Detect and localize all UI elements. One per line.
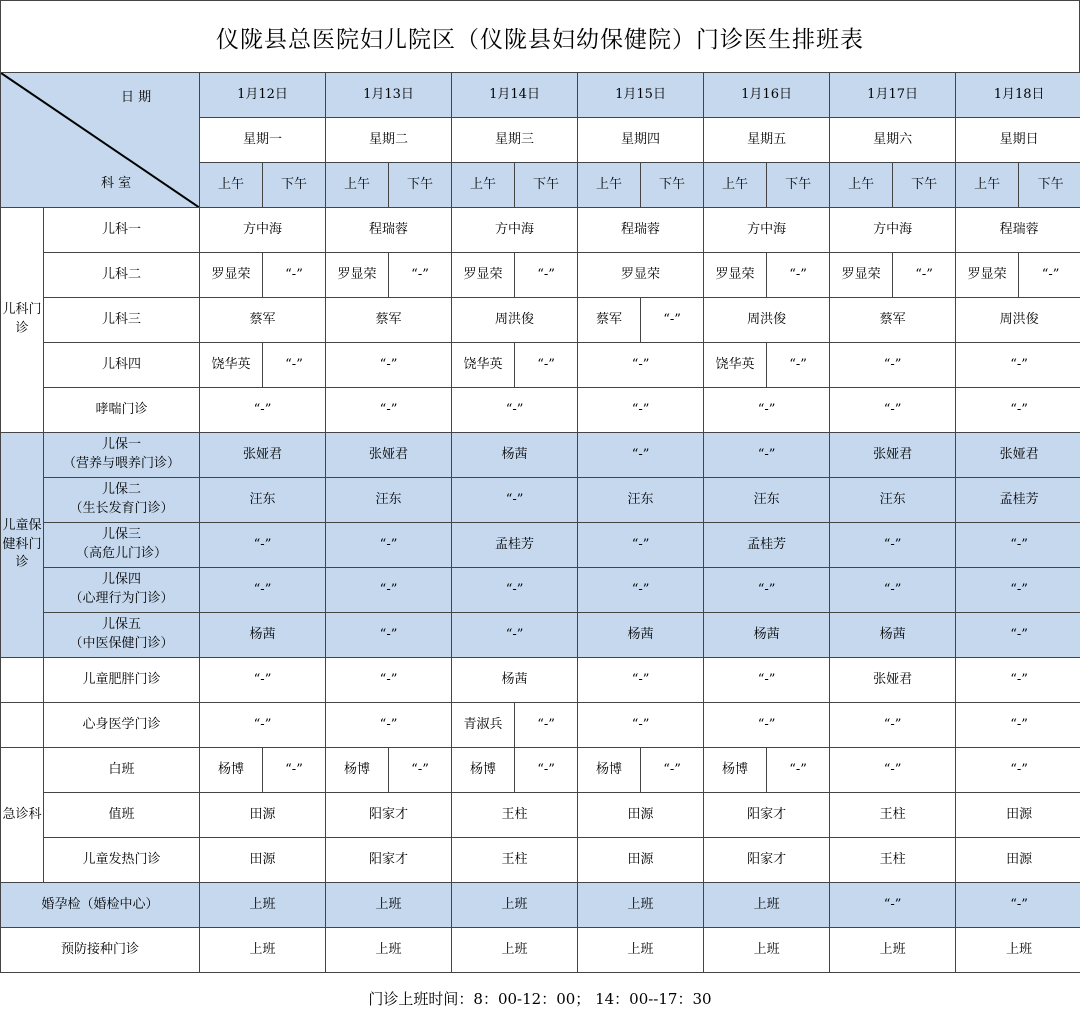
morning-shift-cell: 青淑兵 [452,703,515,748]
afternoon-shift-cell: “-” [767,253,830,298]
dept-header-label: 科 室 [101,176,132,191]
afternoon-header: 下午 [389,163,452,208]
dept-label [44,838,200,883]
date-header: 1月18日 [956,73,1080,118]
afternoon-header: 下午 [1019,163,1080,208]
shift-cell: 上班 [578,883,704,928]
dept-name: 儿保三 [101,527,141,543]
shift-cell: “-” [578,343,704,388]
shift-cell: 张娅君 [830,433,956,478]
shift-cell: “-” [200,523,326,568]
shift-cell: 上班 [578,928,704,973]
shift-cell: 汪东 [326,478,452,523]
shift-cell: “-” [200,388,326,433]
table-row [1,433,1080,478]
afternoon-shift-cell: “-” [767,343,830,388]
table-row [1,883,1080,928]
dept-name: 儿童发热门诊 [82,851,161,867]
shift-cell: “-” [830,748,956,793]
shift-cell: “-” [326,568,452,613]
weekday-header: 星期六 [830,118,956,163]
shift-cell: 上班 [830,928,956,973]
afternoon-shift-cell: “-” [515,343,578,388]
shift-cell: “-” [956,613,1080,658]
shift-cell: 上班 [704,883,830,928]
afternoon-shift-cell: “-” [389,253,452,298]
shift-cell: “-” [200,568,326,613]
table-row [1,703,1080,748]
shift-cell: 田源 [956,838,1080,883]
shift-cell: 田源 [578,793,704,838]
shift-cell: 上班 [200,928,326,973]
shift-cell: 田源 [200,838,326,883]
shift-cell: 阳家才 [704,838,830,883]
afternoon-shift-cell: “-” [263,253,326,298]
weekday-header: 星期三 [452,118,578,163]
shift-cell: 王柱 [830,838,956,883]
shift-cell: 田源 [578,838,704,883]
shift-cell: “-” [578,388,704,433]
dept-label [44,343,200,388]
date-header: 1月14日 [452,73,578,118]
table-row [1,253,1080,298]
shift-cell: “-” [956,883,1080,928]
shift-cell: “-” [326,388,452,433]
dept-name: 哮喘门诊 [95,401,148,417]
dept-label [44,703,200,748]
shift-cell: 阳家才 [704,793,830,838]
shift-cell: “-” [830,568,956,613]
schedule-table [0,72,1080,973]
dept-label [44,658,200,703]
dept-group: 儿童保健科门诊 [1,433,44,658]
dept-label: 婚孕检（婚检中心） [1,883,200,928]
date-header: 1月12日 [200,73,326,118]
table-row [1,658,1080,703]
shift-cell: 罗显荣 [578,253,704,298]
shift-cell: “-” [956,658,1080,703]
shift-cell: 上班 [956,928,1080,973]
afternoon-shift-cell: “-” [263,748,326,793]
morning-header: 上午 [200,163,263,208]
afternoon-header: 下午 [893,163,956,208]
shift-cell: “-” [830,388,956,433]
weekday-header: 星期日 [956,118,1080,163]
shift-cell: “-” [326,703,452,748]
shift-cell: 蔡军 [830,298,956,343]
shift-cell: 蔡军 [326,298,452,343]
morning-shift-cell: 罗显荣 [830,253,893,298]
morning-shift-cell: 罗显荣 [956,253,1019,298]
shift-cell: 杨茜 [452,658,578,703]
date-header: 1月13日 [326,73,452,118]
dept-label: 预防接种门诊 [1,928,200,973]
afternoon-shift-cell: “-” [767,748,830,793]
afternoon-header: 下午 [515,163,578,208]
shift-cell: “-” [578,523,704,568]
shift-cell: 周洪俊 [452,298,578,343]
shift-cell: 田源 [200,793,326,838]
shift-cell: “-” [452,478,578,523]
shift-cell: “-” [956,388,1080,433]
morning-shift-cell: 饶华英 [452,343,515,388]
dept-name: 儿科一 [101,221,141,237]
morning-shift-cell: 罗显荣 [452,253,515,298]
shift-cell: “-” [830,343,956,388]
shift-cell: “-” [578,703,704,748]
dept-name: 儿保五 [101,617,141,633]
weekday-header: 星期五 [704,118,830,163]
shift-cell: “-” [452,613,578,658]
afternoon-shift-cell: “-” [263,343,326,388]
shift-cell: “-” [578,658,704,703]
shift-cell: 汪东 [704,478,830,523]
afternoon-shift-cell: “-” [515,703,578,748]
shift-cell: “-” [956,568,1080,613]
shift-cell: 杨茜 [452,433,578,478]
afternoon-shift-cell: “-” [641,298,704,343]
morning-shift-cell: 杨博 [200,748,263,793]
shift-cell: 王柱 [452,838,578,883]
table-row [1,613,1080,658]
dept-group: 儿科门诊 [1,208,44,433]
table-row [1,568,1080,613]
dept-subname: （高危儿门诊） [75,546,167,561]
shift-cell: “-” [452,388,578,433]
morning-shift-cell: 杨博 [326,748,389,793]
shift-cell: “-” [326,343,452,388]
shift-cell: “-” [578,568,704,613]
morning-shift-cell: 杨博 [452,748,515,793]
morning-shift-cell: 蔡军 [578,298,641,343]
morning-shift-cell: 饶华英 [704,343,767,388]
dept-group [1,703,44,748]
morning-shift-cell: 饶华英 [200,343,263,388]
shift-cell: “-” [578,433,704,478]
shift-cell: 方中海 [452,208,578,253]
weekday-header: 星期四 [578,118,704,163]
clinic-hours: 门诊上班时间：8：00-12：00； 14：00--17：30 [368,989,712,1008]
table-row [1,343,1080,388]
shift-cell: “-” [956,748,1080,793]
dept-subname: （心理行为门诊） [69,591,174,606]
shift-cell: 孟桂芳 [956,478,1080,523]
page-title: 仪陇县总医院妇儿院区（仪陇县妇幼保健院）门诊医生排班表 [0,0,1080,73]
dept-label [44,793,200,838]
shift-cell: 方中海 [200,208,326,253]
table-row [1,793,1080,838]
weekday-header: 星期二 [326,118,452,163]
shift-cell: 阳家才 [326,793,452,838]
dept-label [44,613,200,658]
morning-header: 上午 [326,163,389,208]
afternoon-shift-cell: “-” [515,748,578,793]
shift-cell: “-” [830,703,956,748]
shift-cell: 上班 [452,883,578,928]
shift-cell: 上班 [452,928,578,973]
morning-shift-cell: 罗显荣 [326,253,389,298]
dept-label [44,523,200,568]
shift-cell: 杨茜 [200,613,326,658]
shift-cell: 张娅君 [200,433,326,478]
shift-cell: 田源 [956,793,1080,838]
morning-header: 上午 [704,163,767,208]
shift-cell: “-” [452,568,578,613]
dept-subname: （营养与喂养门诊） [62,456,180,471]
dept-group [1,658,44,703]
shift-cell: 张娅君 [830,658,956,703]
morning-shift-cell: 杨博 [578,748,641,793]
dept-label [44,253,200,298]
afternoon-header: 下午 [767,163,830,208]
morning-header: 上午 [830,163,893,208]
shift-cell: 汪东 [578,478,704,523]
date-header-label: 日 期 [121,90,152,105]
shift-cell: “-” [956,343,1080,388]
dept-name: 儿童肥胖门诊 [82,671,161,687]
table-row [1,208,1080,253]
table-row [1,298,1080,343]
morning-shift-cell: 罗显荣 [704,253,767,298]
shift-cell: 程瑞蓉 [578,208,704,253]
table-row [1,388,1080,433]
shift-cell: 孟桂芳 [704,523,830,568]
dept-name: 儿科三 [101,311,141,327]
morning-header: 上午 [452,163,515,208]
afternoon-header: 下午 [641,163,704,208]
shift-cell: “-” [956,703,1080,748]
afternoon-shift-cell: “-” [893,253,956,298]
dept-label [44,433,200,478]
shift-cell: 阳家才 [326,838,452,883]
shift-cell: 上班 [200,883,326,928]
shift-cell: 周洪俊 [956,298,1080,343]
table-row [1,928,1080,973]
shift-cell: 上班 [326,883,452,928]
shift-cell: “-” [704,568,830,613]
date-header: 1月17日 [830,73,956,118]
shift-cell: 王柱 [830,793,956,838]
weekday-header: 星期一 [200,118,326,163]
afternoon-header: 下午 [263,163,326,208]
shift-cell: 上班 [326,928,452,973]
shift-cell: 孟桂芳 [452,523,578,568]
shift-cell: 杨茜 [578,613,704,658]
dept-subname: （生长发育门诊） [69,501,174,516]
dept-group: 急诊科 [1,748,44,883]
dept-name: 儿科四 [101,356,141,372]
shift-cell: 周洪俊 [704,298,830,343]
shift-cell: “-” [704,433,830,478]
dept-label [44,388,200,433]
shift-cell: 方中海 [830,208,956,253]
table-row [1,838,1080,883]
header-corner [1,73,200,208]
dept-name: 儿保二 [101,482,141,498]
shift-cell: 汪东 [830,478,956,523]
dept-subname: （中医保健门诊） [69,636,174,651]
shift-cell: “-” [704,388,830,433]
shift-cell: “-” [200,658,326,703]
dept-name: 心身医学门诊 [82,716,161,732]
shift-cell: 方中海 [704,208,830,253]
dept-label [44,748,200,793]
shift-cell: “-” [830,523,956,568]
dept-label [44,568,200,613]
afternoon-shift-cell: “-” [515,253,578,298]
dept-name: 儿科二 [101,266,141,282]
afternoon-shift-cell: “-” [389,748,452,793]
afternoon-shift-cell: “-” [641,748,704,793]
shift-cell: 程瑞蓉 [326,208,452,253]
dept-label [44,208,200,253]
shift-cell: “-” [704,658,830,703]
shift-cell: “-” [830,883,956,928]
date-header: 1月15日 [578,73,704,118]
shift-cell: “-” [326,658,452,703]
morning-shift-cell: 杨博 [704,748,767,793]
shift-cell: 杨茜 [830,613,956,658]
shift-cell: 汪东 [200,478,326,523]
morning-header: 上午 [956,163,1019,208]
dept-name: 儿保四 [101,572,141,588]
dept-name: 白班 [108,761,135,777]
date-header: 1月16日 [704,73,830,118]
shift-cell: “-” [326,523,452,568]
shift-cell: 程瑞蓉 [956,208,1080,253]
shift-cell: 杨茜 [704,613,830,658]
shift-cell: 张娅君 [956,433,1080,478]
shift-cell: 蔡军 [200,298,326,343]
dept-name: 值班 [108,806,135,822]
shift-cell: “-” [704,703,830,748]
shift-cell: “-” [200,703,326,748]
dept-label [44,298,200,343]
dept-name: 儿保一 [101,437,141,453]
table-row [1,748,1080,793]
shift-cell: “-” [326,613,452,658]
dept-label [44,478,200,523]
table-row [1,523,1080,568]
table-row [1,478,1080,523]
shift-cell: 王柱 [452,793,578,838]
morning-shift-cell: 罗显荣 [200,253,263,298]
morning-header: 上午 [578,163,641,208]
shift-cell: “-” [956,523,1080,568]
afternoon-shift-cell: “-” [1019,253,1080,298]
shift-cell: 张娅君 [326,433,452,478]
shift-cell: 上班 [704,928,830,973]
